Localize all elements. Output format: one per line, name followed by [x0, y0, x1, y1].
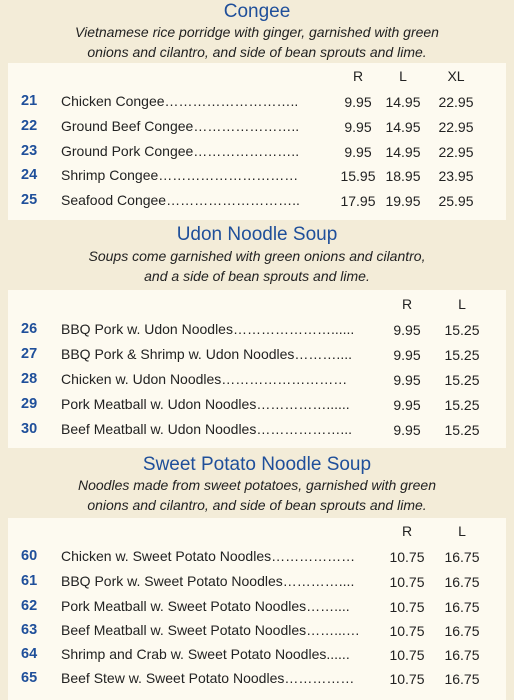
item-name: BBQ Pork & Shrimp w. Udon Noodles……….... — [61, 346, 352, 362]
price-r: 15.95 — [340, 168, 376, 184]
item-name: Ground Pork Congee………………….. — [61, 143, 300, 159]
price-xl: 22.95 — [438, 94, 474, 110]
price-r: 9.95 — [393, 422, 421, 438]
price-l: 14.95 — [385, 144, 421, 160]
price-l: 16.75 — [444, 671, 480, 687]
column-header-r: R — [352, 68, 364, 84]
price-l: 16.75 — [444, 623, 480, 639]
menu-item — [8, 192, 506, 216]
menu-item — [8, 670, 506, 694]
menu-item — [8, 548, 506, 572]
menu-item — [8, 321, 506, 345]
section-title-sweet-potato: Sweet Potato Noodle Soup — [142, 454, 372, 475]
item-number: 63 — [21, 622, 38, 638]
section-description-congee — [0, 22, 514, 62]
description-line: Soups come garnished with green onions and cilantro, — [88, 248, 426, 264]
section-description-udon — [0, 246, 514, 286]
price-r: 9.95 — [344, 144, 372, 160]
price-r: 10.75 — [389, 599, 425, 615]
item-number: 64 — [21, 646, 38, 662]
price-l: 15.25 — [444, 322, 480, 338]
description-line: and a side of bean sprouts and lime. — [144, 268, 370, 284]
item-name: Shrimp Congee………………………… — [61, 167, 299, 183]
item-number: 26 — [21, 321, 38, 337]
item-name: Pork Meatball w. Sweet Potato Noodles…….... — [61, 598, 350, 614]
price-l: 16.75 — [444, 549, 480, 565]
column-header-l: L — [458, 523, 466, 539]
price-r: 10.75 — [389, 549, 425, 565]
item-name: Shrimp and Crab w. Sweet Potato Noodles...... — [61, 646, 350, 662]
description-line: Vietnamese rice porridge with ginger, garnished with green — [75, 24, 439, 40]
price-r: 9.95 — [393, 372, 421, 388]
menu-item — [8, 396, 506, 420]
price-r: 9.95 — [344, 119, 372, 135]
price-r: 9.95 — [393, 397, 421, 413]
item-number: 62 — [21, 598, 38, 614]
item-number: 27 — [21, 346, 38, 362]
price-r: 9.95 — [393, 322, 421, 338]
price-l: 15.25 — [444, 347, 480, 363]
price-l: 15.25 — [444, 422, 480, 438]
menu-item — [8, 93, 506, 117]
item-number: 25 — [21, 192, 38, 208]
menu-item — [8, 622, 506, 646]
price-xl: 22.95 — [438, 119, 474, 135]
section-title-udon: Udon Noodle Soup — [176, 224, 338, 245]
price-l: 14.95 — [385, 119, 421, 135]
menu-item — [8, 573, 506, 597]
section-title-congee: Congee — [223, 1, 291, 22]
price-l: 15.25 — [444, 397, 480, 413]
menu-card-congee — [8, 63, 506, 220]
menu-card-udon — [8, 290, 506, 448]
item-number: 65 — [21, 670, 38, 686]
price-l: 19.95 — [385, 193, 421, 209]
price-l: 16.75 — [444, 599, 480, 615]
menu-item — [8, 598, 506, 622]
menu-item — [8, 646, 506, 670]
description-line: onions and cilantro, and side of bean sprouts and lime. — [87, 497, 427, 513]
item-number: 21 — [21, 93, 38, 109]
item-number: 22 — [21, 118, 38, 134]
price-r: 10.75 — [389, 647, 425, 663]
item-name: Seafood Congee……………………….. — [61, 192, 300, 208]
menu-card-sweet-potato — [8, 518, 506, 700]
price-l: 16.75 — [444, 574, 480, 590]
item-name: Chicken Congee……………………….. — [61, 93, 299, 109]
menu-item — [8, 143, 506, 167]
item-number: 28 — [21, 371, 38, 387]
price-xl: 22.95 — [438, 144, 474, 160]
item-name: Beef Meatball w. Udon Noodles………………... — [61, 421, 353, 437]
menu-item — [8, 421, 506, 445]
item-number: 60 — [21, 548, 38, 564]
menu-item — [8, 118, 506, 142]
column-header-l: L — [458, 296, 466, 312]
item-number: 29 — [21, 396, 38, 412]
column-header-r: R — [401, 523, 413, 539]
item-number: 24 — [21, 167, 38, 183]
price-l: 14.95 — [385, 94, 421, 110]
column-header-xl: XL — [447, 68, 465, 84]
item-name: Pork Meatball w. Udon Noodles……………...... — [61, 396, 350, 412]
item-name: BBQ Pork w. Udon Noodles…………………...... — [61, 321, 355, 337]
item-name: Chicken w. Sweet Potato Noodles……………… — [61, 548, 356, 564]
item-name: Beef Stew w. Sweet Potato Noodles…………… — [61, 670, 355, 686]
item-name: Ground Beef Congee………………….. — [61, 118, 300, 134]
item-name: Beef Meatball w. Sweet Potato Noodles……...… — [61, 622, 360, 638]
item-number: 30 — [21, 421, 38, 437]
price-r: 10.75 — [389, 623, 425, 639]
description-line: onions and cilantro, and side of bean sprouts and lime. — [87, 44, 427, 60]
item-number: 61 — [21, 573, 38, 589]
column-header-r: R — [401, 296, 413, 312]
description-line: Noodles made from sweet potatoes, garnished with green — [78, 477, 436, 493]
column-header-l: L — [399, 68, 407, 84]
price-l: 16.75 — [444, 647, 480, 663]
menu-item — [8, 167, 506, 191]
section-description-sweet-potato — [0, 475, 514, 515]
price-r: 10.75 — [389, 574, 425, 590]
menu-item — [8, 371, 506, 395]
price-xl: 23.95 — [438, 168, 474, 184]
price-r: 9.95 — [393, 347, 421, 363]
item-name: BBQ Pork w. Sweet Potato Noodles………….... — [61, 573, 355, 589]
price-l: 15.25 — [444, 372, 480, 388]
item-number: 23 — [21, 143, 38, 159]
price-r: 9.95 — [344, 94, 372, 110]
price-l: 18.95 — [385, 168, 421, 184]
price-r: 17.95 — [340, 193, 376, 209]
price-xl: 25.95 — [438, 193, 474, 209]
item-name: Chicken w. Udon Noodles……………………… — [61, 371, 348, 387]
price-r: 10.75 — [389, 671, 425, 687]
menu-item — [8, 346, 506, 370]
